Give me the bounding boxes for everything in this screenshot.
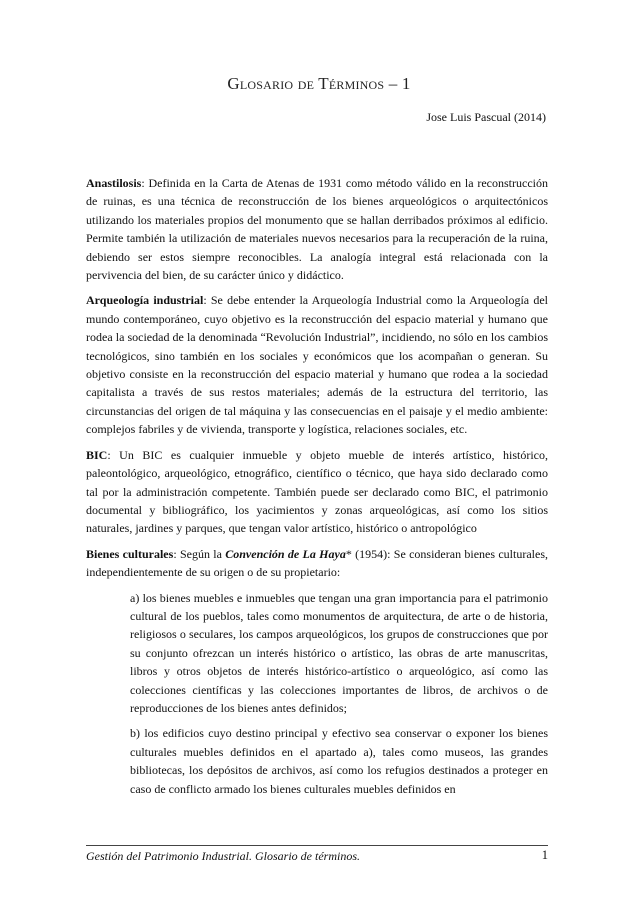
definition-bienes-pre: : Según la (173, 546, 226, 561)
term-arqueologia-industrial: Arqueología industrial (86, 293, 204, 308)
definition-bic: : Un BIC es cualquier inmueble y objeto mueble de interés artístico, histórico, paleontológico, arqueológico, etnográfico, científico o técnico, que haya sido declarado como tal por la administración competente. También puede ser declarado como BIC, el patrimonio documental y bibliográfico, los yacimientos y zonas arqueológicas, así como los sitios naturales, jardines y parques, que tengan valor artístico, histórico o antropológico (86, 447, 548, 536)
page-title: Glosario de Términos – 1 (227, 74, 411, 93)
term-bic: BIC (86, 447, 108, 462)
definition-bienes-post: * (1954): Se consideran bienes culturales, independientemente de su origen o de su propietario: (86, 546, 549, 580)
convention-la-haya: Convención de La Haya (225, 546, 346, 561)
term-anastilosis: Anastilosis (86, 176, 142, 190)
entry-anastilosis (86, 174, 548, 284)
term-bienes-culturales: Bienes culturales (86, 546, 174, 561)
glossary-body (86, 174, 548, 805)
entry-arqueologia-industrial (86, 291, 548, 438)
definition-arqueologia-industrial: : Se debe entender la Arqueología Industrial como la Arqueología del mundo contemporáneo, cuyo objetivo es la reconstrucción del espacio material y humano que rodea la sociedad de la denominada “Revolución Industrial”, incidiendo, no sólo en los cambios tecnológicos, sino también en los sociales y económicos que los acompañan o generan. Su objetivo consiste en la reconstrucción del espacio material y humano que rodea a la sociedad capitalista a través de sus restos materiales; además de la estructura del territorio, las circunstancias del origen de tal máquina y las consecuencias en el paisaje y el medio ambiente: complejos fabriles y de vivienda, transporte y logística, relaciones sociales, etc. (86, 293, 548, 437)
entry-bienes-culturales (86, 545, 548, 582)
list-item-b: b) los edificios cuyo destino principal y efectivo sea conservar o exponer los bienes culturales muebles definidos en el apartado a), tales como museos, las grandes bibliotecas, los depósitos de archivos, así como los refugios destinados a proteger en caso de conflicto armado los bienes culturales muebles definidos en (130, 726, 548, 796)
footer-text: Gestión del Patrimonio Industrial. Glosario de términos. (86, 849, 360, 863)
entry-bic (86, 446, 548, 538)
list-item-a: a) los bienes muebles e inmuebles que tengan una gran importancia para el patrimonio cultural de los pueblos, tales como monumentos de arquitectura, de arte o de historia, religiosos o seculares, los campos arqueológicos, los grupos de construcciones que por su conjunto ofrezcan un interés histórico o artístico, las obras de arte manuscritas, libros y otros objetos de interés histórico-artístico o arqueológico, así como las colecciones científicas y las colecciones importantes de libros, de archivos o de reproducciones de los bienes antes definidos; (130, 590, 548, 715)
page-number: 1 (541, 848, 548, 862)
footer-divider (86, 845, 548, 846)
definition-anastilosis: : Definida en la Carta de Atenas de 1931 como método válido en la reconstrucción de ruinas, es una técnica de reconstrucción de los bienes arqueológicos o arquitectónicos utilizando los materiales propios del monumento que se hallan derribados próximos al edificio. Permite también la utilización de materiales nuevos necesarios para la recuperación de la ruina, debiendo ser estos siempre reconocibles. La analogía integral está relacionada con la pervivencia del bien, de su carácter único y didáctico. (86, 176, 548, 283)
author-line: Jose Luis Pascual (2014) (426, 110, 546, 124)
